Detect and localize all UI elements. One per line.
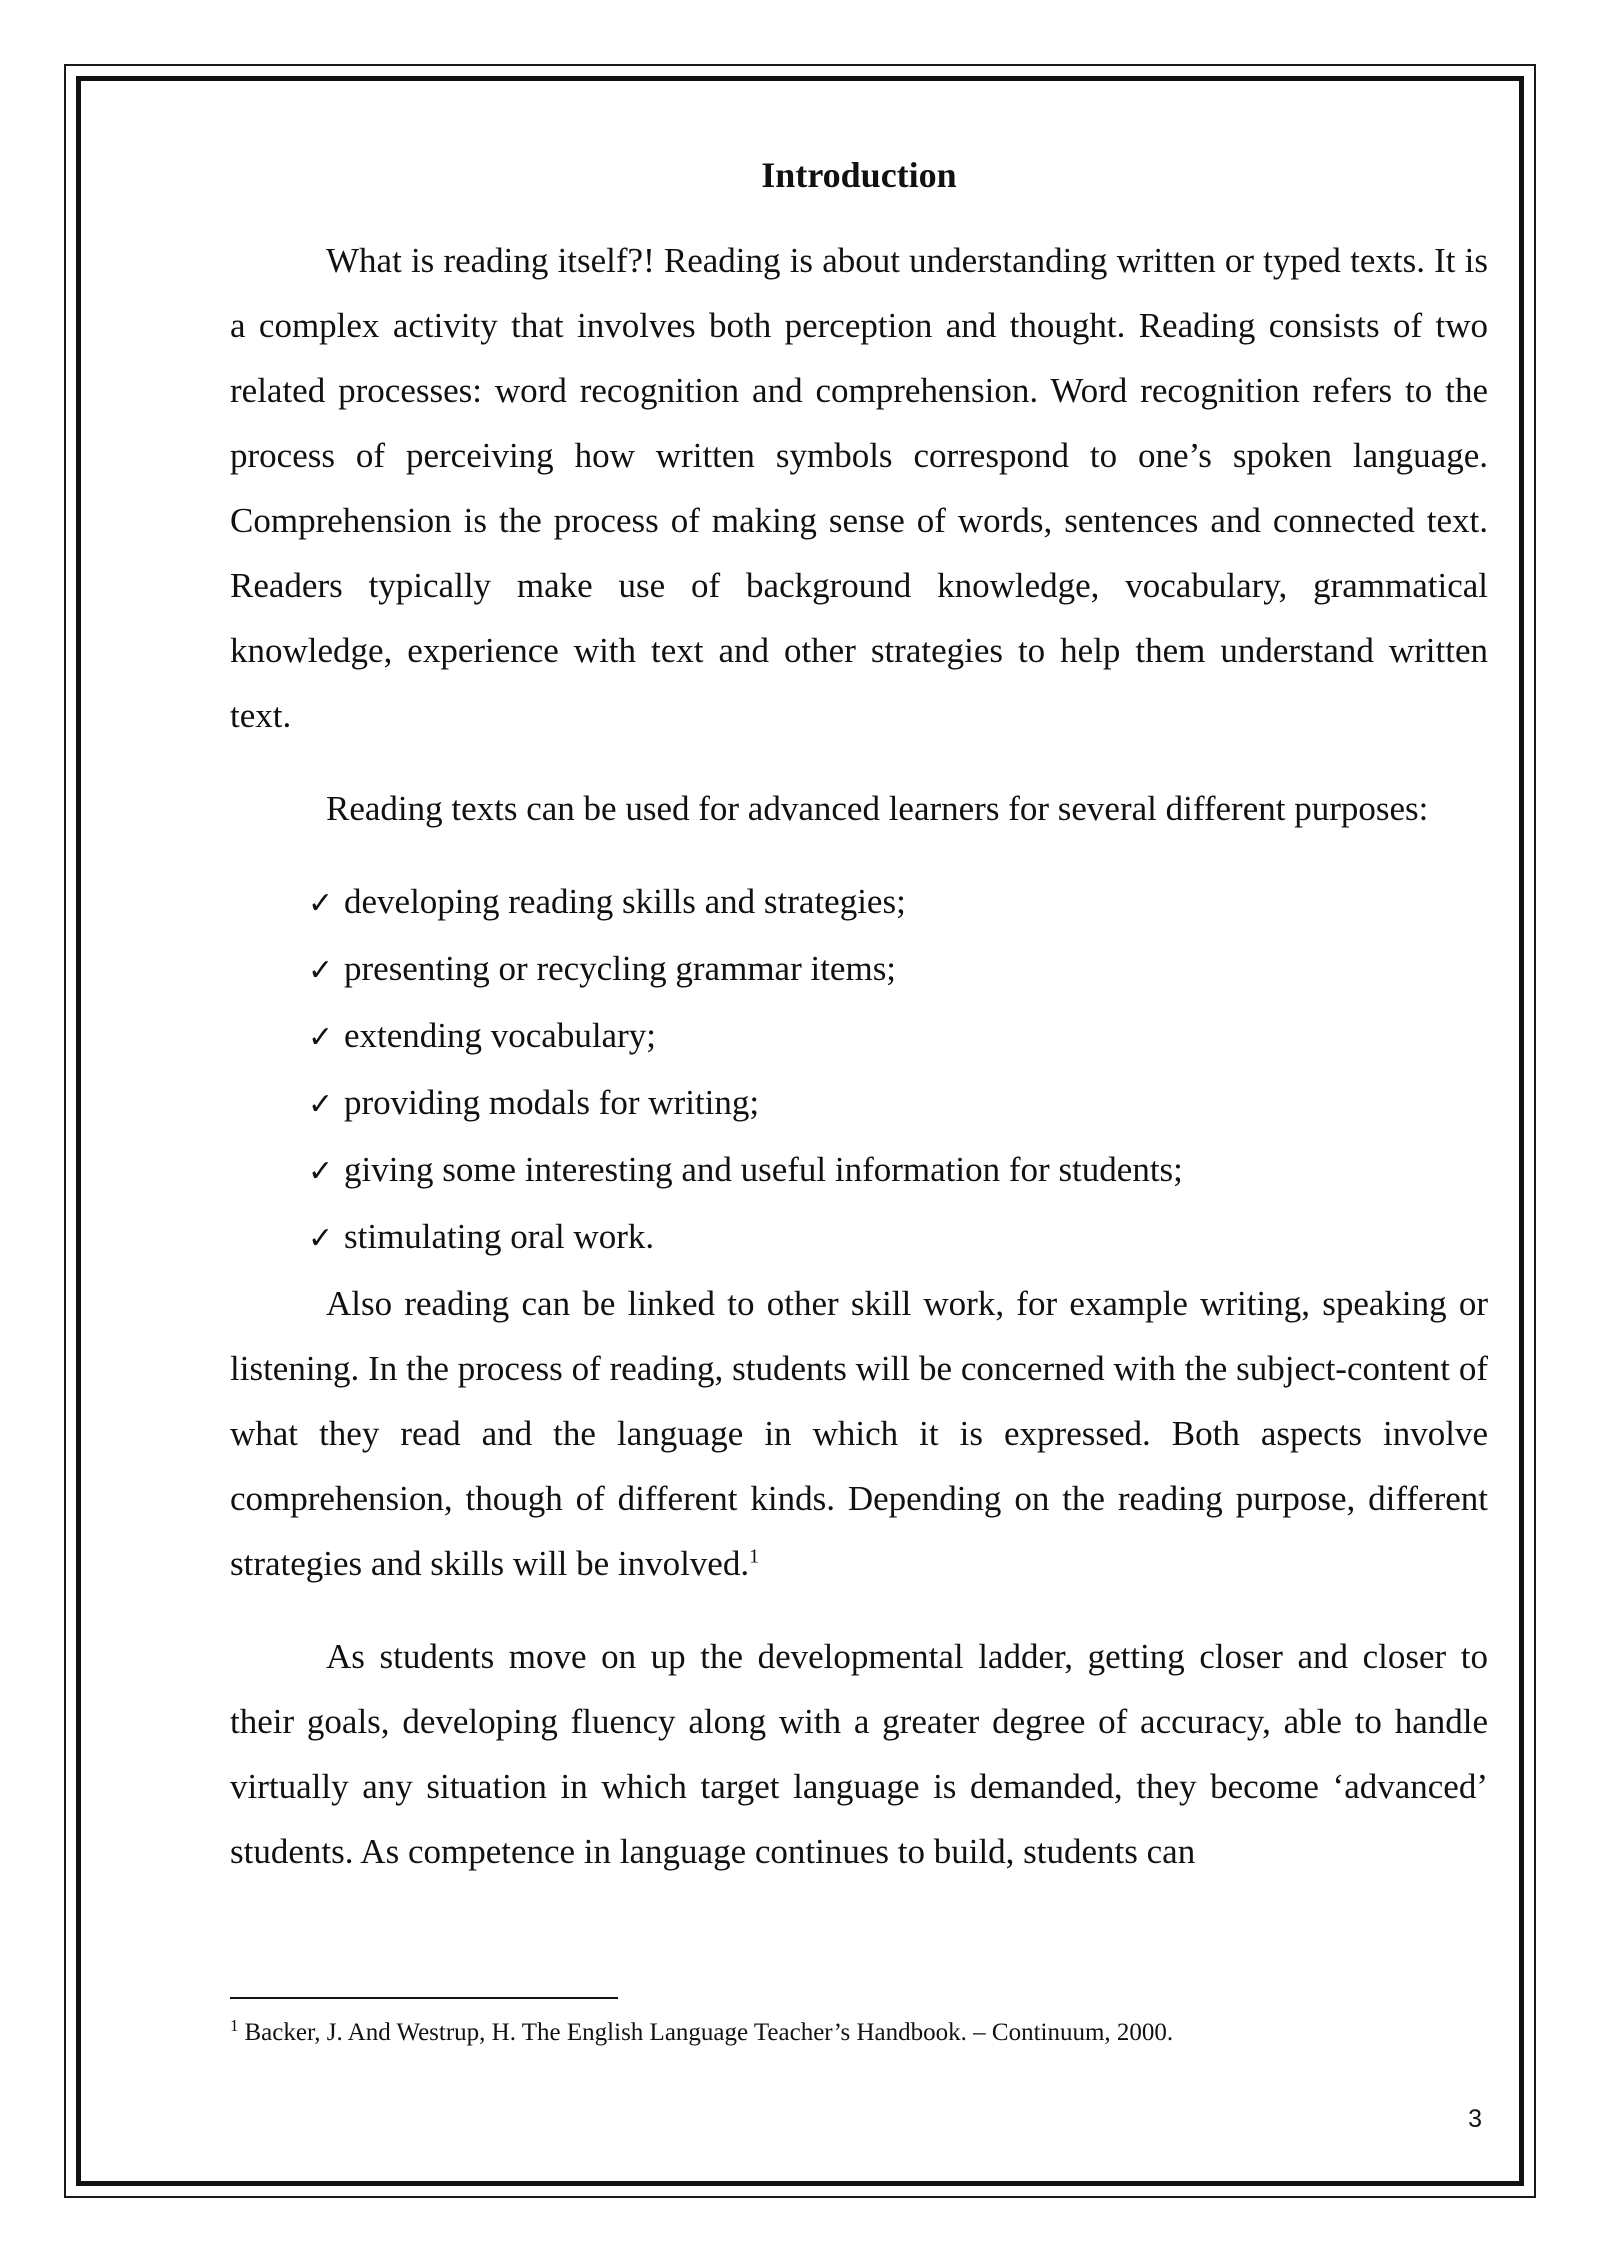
footnote-number: 1 (230, 2015, 239, 2035)
check-mark-icon: ✓ (308, 1154, 334, 1189)
checklist-item (308, 1070, 1488, 1137)
footnote (230, 2016, 1488, 2050)
checklist-item-text: extending vocabulary; (344, 1016, 656, 1055)
check-mark-icon: ✓ (308, 1221, 334, 1256)
paragraph-linked-skills (230, 1271, 1488, 1596)
check-mark-icon: ✓ (308, 886, 334, 921)
check-mark-icon: ✓ (308, 1087, 334, 1122)
purposes-checklist (230, 869, 1488, 1271)
checklist-item-text: presenting or recycling grammar items; (344, 949, 897, 988)
checklist-item-text: providing modals for writing; (344, 1083, 760, 1122)
check-mark-icon: ✓ (308, 1020, 334, 1055)
checklist-item-text: giving some interesting and useful information for students; (344, 1150, 1183, 1189)
paragraph-purposes-intro: Reading texts can be used for advanced learners for several different purposes: (326, 789, 1429, 828)
checklist-item (308, 869, 1488, 936)
footnote-reference[interactable]: 1 (749, 1545, 760, 1568)
document-body (230, 150, 1488, 1884)
checklist-item (308, 936, 1488, 1003)
checklist-item (308, 1003, 1488, 1070)
paragraph-reading-definition: What is reading itself?! Reading is about understanding written or typed texts. It is a complex activity that involves both perception and thought. Reading consists of two related processes: word recognition and comprehension. Word recognition refers to the process of perceiving how written symbols correspond to one’s spoken language. Comprehension is the process of making sense of words, sentences and connected text. Readers typically make use of background knowledge, vocabulary, grammatical knowledge, experience with text and other strategies to help them understand written text. (230, 241, 1488, 735)
paragraph-linked-skills-text: Also reading can be linked to other skill work, for example writing, speaking or listening. In the process of reading, students will be concerned with the subject-content of what they read and the language in which it is expressed. Both aspects involve comprehension, though of different kinds. Depending on the reading purpose, different strategies and skills will be involved. (230, 1284, 1488, 1583)
checklist-item (308, 1137, 1488, 1204)
footnote-text: Backer, J. And Westrup, H. The English Language Teacher’s Handbook. – Continuum, 2000. (244, 2019, 1174, 2046)
paragraph-advanced-students: As students move on up the developmental ladder, getting closer and closer to their goals, developing fluency along with a greater degree of accuracy, able to handle virtually any situation in which target language is demanded, they become ‘advanced’ students. As competence in language continues to build, students can (230, 1637, 1488, 1871)
checklist-item-text: stimulating oral work. (344, 1217, 655, 1256)
page-number: 3 (1468, 2105, 1482, 2133)
checklist-item-text: developing reading skills and strategies; (344, 882, 906, 921)
footnote-separator (230, 1997, 618, 1999)
checklist-item (308, 1204, 1488, 1271)
page-title: Introduction (761, 155, 957, 195)
check-mark-icon: ✓ (308, 953, 334, 988)
